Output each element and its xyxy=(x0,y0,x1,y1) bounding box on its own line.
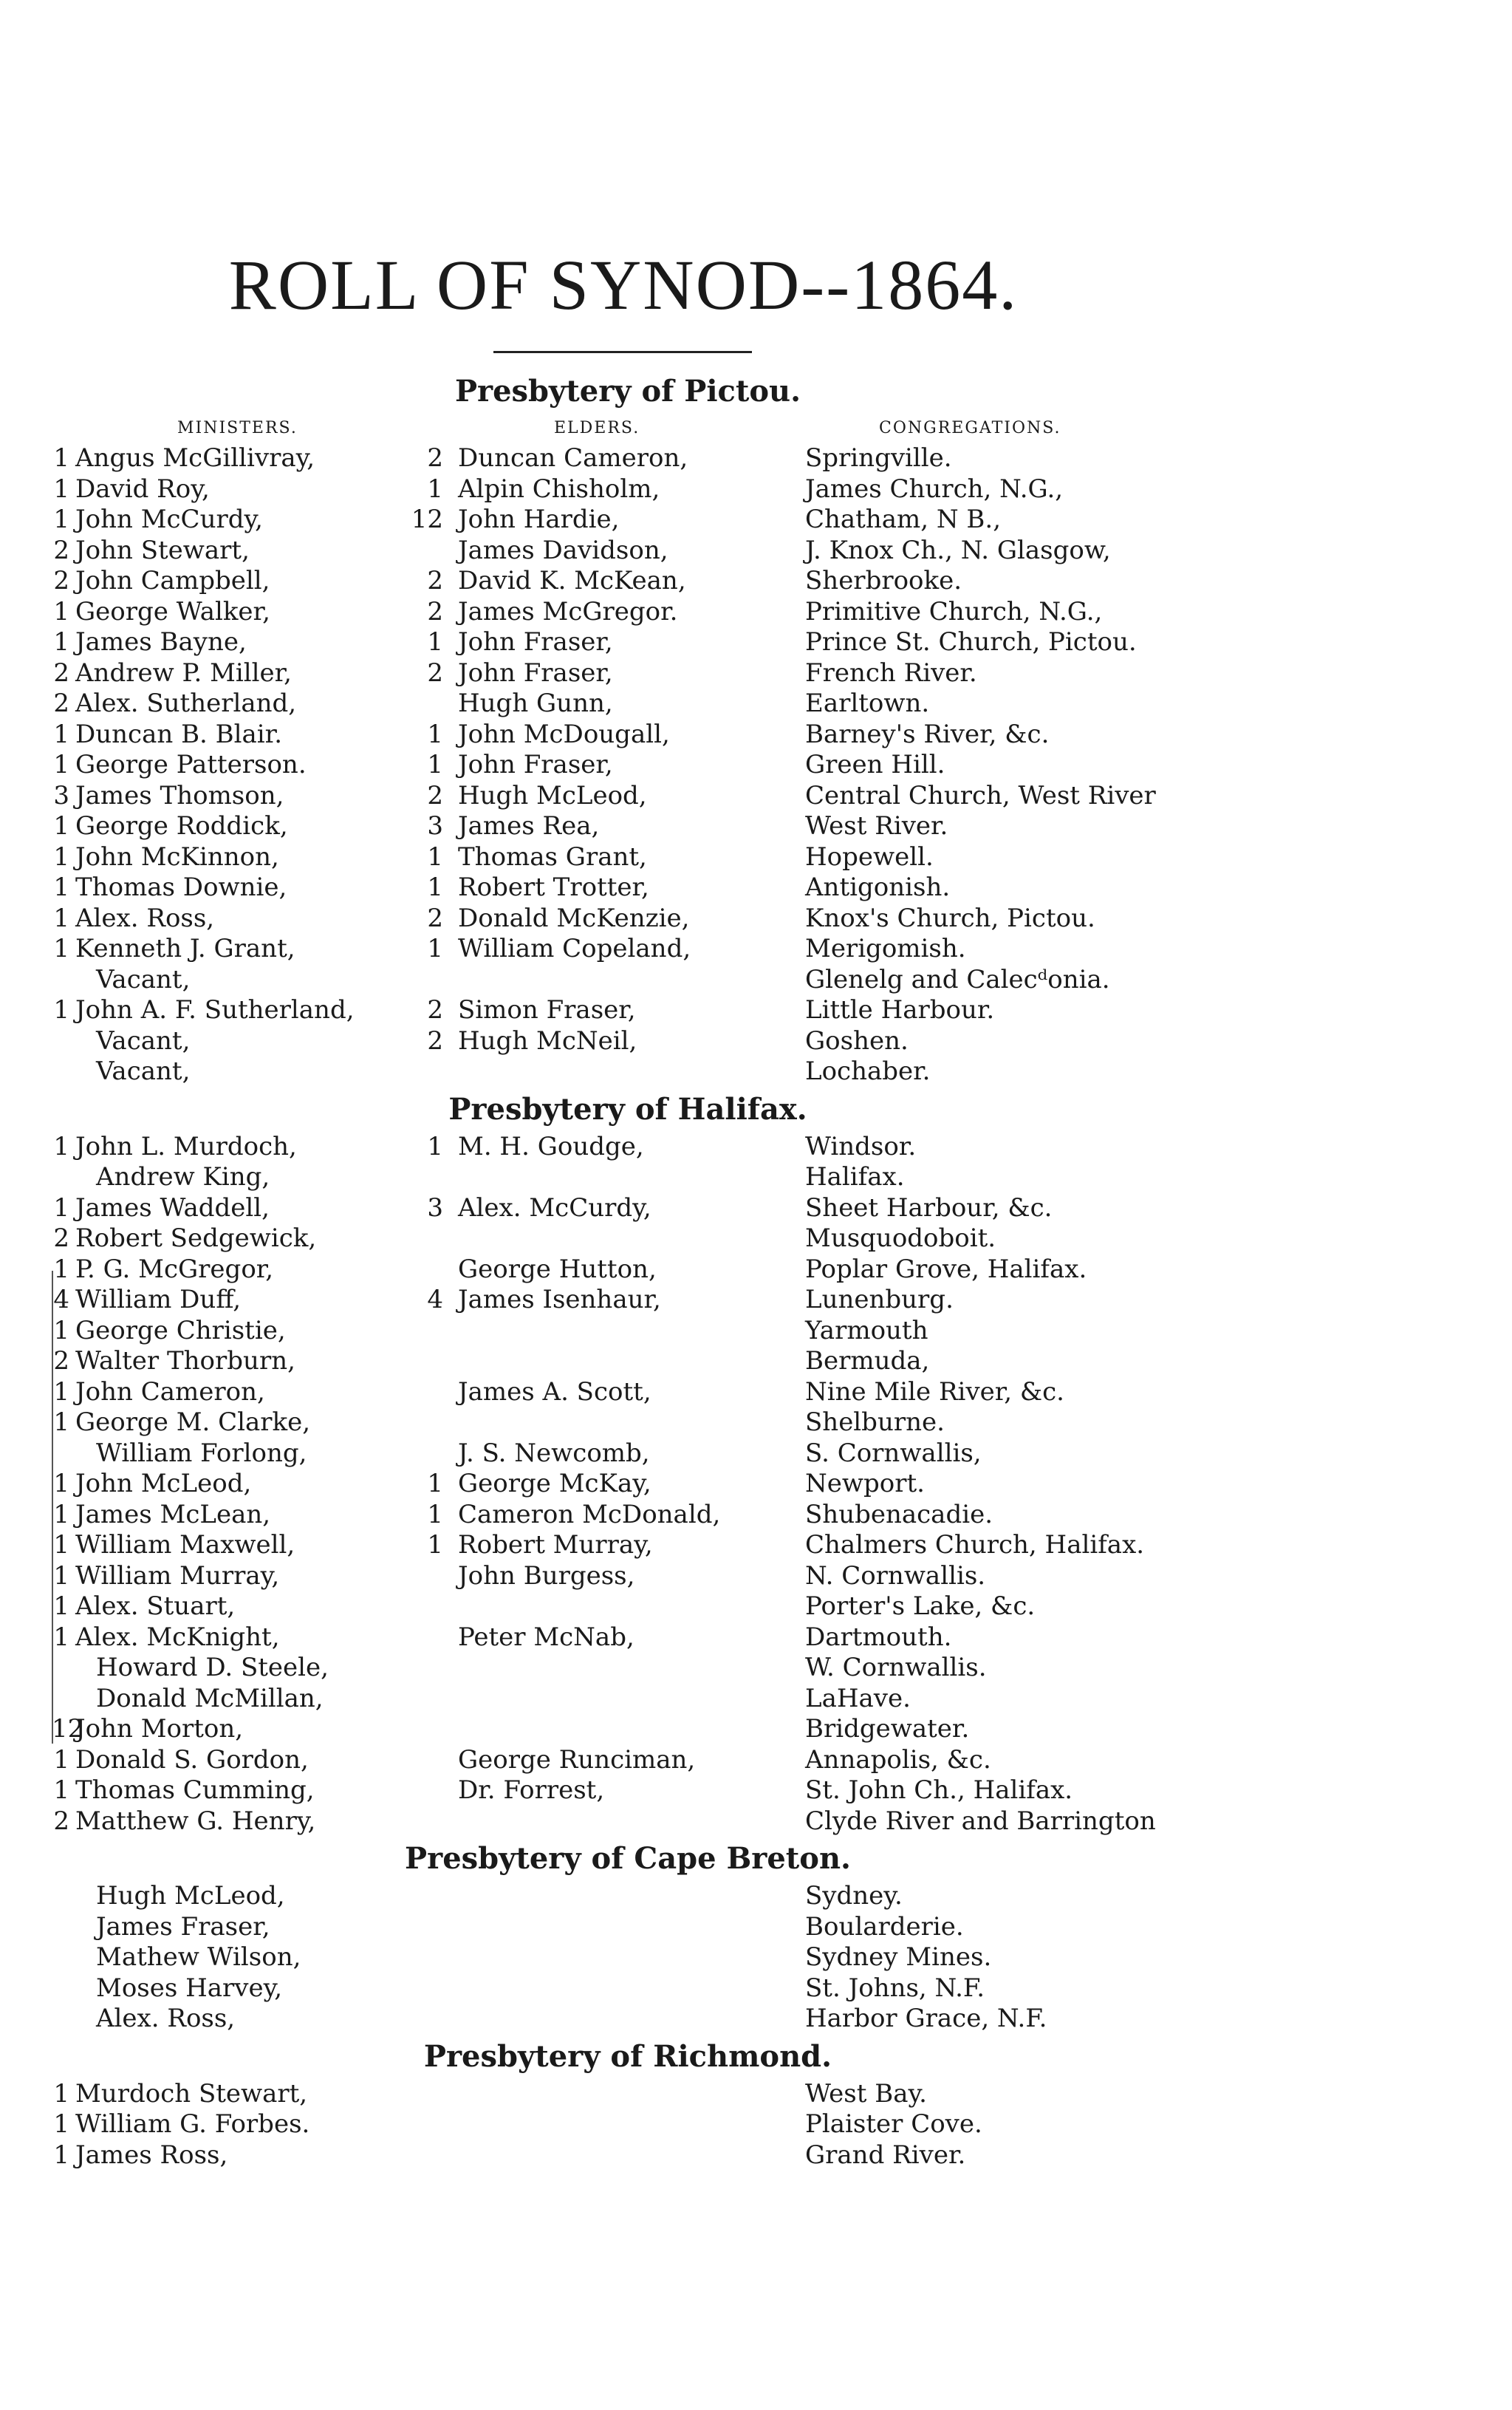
minister-number: 1 xyxy=(53,1131,69,1161)
roll-row xyxy=(52,995,1204,1026)
roll-row xyxy=(52,1438,1204,1469)
minister-number: 1 xyxy=(53,1469,69,1498)
minister-name: William G. Forbes. xyxy=(75,2109,310,2139)
congregation-name: Sydney Mines. xyxy=(805,1942,992,1972)
roll-row xyxy=(52,1745,1204,1776)
roll-row xyxy=(52,1469,1204,1500)
roll-row xyxy=(52,1255,1204,1286)
minister-number: 1 xyxy=(53,1622,69,1652)
elder-number: 2 xyxy=(427,658,443,688)
minister-number: 1 xyxy=(53,1254,69,1284)
minister-name: John McKinnon, xyxy=(75,842,279,872)
elder-number: 2 xyxy=(427,443,443,473)
minister-number: 1 xyxy=(53,811,69,841)
roll-row xyxy=(52,1912,1204,1943)
minister-name: Donald S. Gordon, xyxy=(75,1744,309,1775)
elder-number: 1 xyxy=(427,873,443,902)
congregation-name: Central Church, West River xyxy=(805,780,1156,810)
minister-number: 1 xyxy=(53,627,69,657)
minister-number: 1 xyxy=(53,2140,69,2170)
congregation-name: Plaister Cove. xyxy=(805,2109,982,2139)
elder-name: John Fraser, xyxy=(458,658,613,688)
minister-name: Murdoch Stewart, xyxy=(75,2078,308,2109)
roll-row xyxy=(52,597,1204,628)
presbytery-heading: Presbytery of Pictou. xyxy=(454,374,801,409)
minister-number: 1 xyxy=(53,1775,69,1805)
minister-name: George Christie, xyxy=(75,1315,286,1345)
presbytery-section xyxy=(52,369,1204,1088)
elder-name: James McGregor. xyxy=(458,596,678,627)
elder-name: Peter McNab, xyxy=(458,1622,634,1652)
congregation-name: Harbor Grace, N.F. xyxy=(805,2004,1047,2033)
elder-number: 1 xyxy=(427,750,443,779)
minister-name: William Forlong, xyxy=(96,1438,307,1468)
congregation-name: James Church, N.G., xyxy=(805,474,1064,504)
minister-name: Andrew King, xyxy=(96,1162,270,1192)
minister-number: 1 xyxy=(53,1407,69,1437)
ministers-header: MINISTERS. xyxy=(177,419,298,437)
minister-number: 2 xyxy=(53,689,69,718)
minister-name: James Ross, xyxy=(75,2140,228,2170)
roll-row xyxy=(52,1530,1204,1561)
elder-name: John Fraser, xyxy=(458,627,613,657)
minister-name: Donald McMillan, xyxy=(96,1683,324,1713)
elder-number: 4 xyxy=(427,1285,443,1314)
presbytery-section xyxy=(52,1837,1204,2035)
roll-row xyxy=(52,474,1204,505)
elder-number: 2 xyxy=(427,596,443,627)
elder-name: James Davidson, xyxy=(458,535,668,565)
congregation-name: Hopewell. xyxy=(805,842,934,872)
congregation-name: Yarmouth xyxy=(805,1315,928,1345)
elder-name: Donald McKenzie, xyxy=(458,903,690,933)
roll-row xyxy=(52,1714,1204,1745)
elder-name: Alpin Chisholm, xyxy=(458,474,660,504)
roll-row xyxy=(52,1056,1204,1088)
minister-name: Moses Harvey, xyxy=(96,1973,283,2003)
minister-number: 2 xyxy=(53,1346,69,1376)
congregation-name: Clyde River and Barrington xyxy=(805,1806,1156,1836)
elder-number: 2 xyxy=(427,780,443,810)
elder-name: Simon Fraser, xyxy=(458,995,636,1025)
elder-name: Hugh McNeil, xyxy=(458,1025,637,1056)
congregation-name: Dartmouth. xyxy=(805,1622,952,1652)
page-title: ROLL OF SYNOD--1864. xyxy=(228,245,1019,324)
congregation-name: Porter's Lake, &c. xyxy=(805,1591,1036,1621)
elder-number: 3 xyxy=(427,1192,443,1223)
elder-number: 1 xyxy=(427,719,443,749)
congregation-name: Green Hill. xyxy=(805,750,945,779)
congregation-name: St. Johns, N.F. xyxy=(805,1973,985,2003)
minister-name: Kenneth J. Grant, xyxy=(75,934,295,963)
minister-name: Alex. Ross, xyxy=(75,903,215,933)
column-headers xyxy=(52,414,1204,443)
congregation-name: Barney's River, &c. xyxy=(805,719,1050,749)
minister-name: Thomas Downie, xyxy=(75,873,287,902)
elder-name: George Runciman, xyxy=(458,1744,696,1775)
minister-number: 3 xyxy=(53,780,69,810)
elder-name: J. S. Newcomb, xyxy=(458,1438,650,1468)
congregation-name: West River. xyxy=(805,811,948,841)
minister-name: Duncan B. Blair. xyxy=(75,719,283,749)
minister-number: 2 xyxy=(53,1223,69,1253)
elder-number: 1 xyxy=(427,1530,443,1560)
minister-number: 1 xyxy=(53,505,69,534)
minister-name: Vacant, xyxy=(96,1056,191,1086)
elder-number: 2 xyxy=(427,1025,443,1056)
minister-name: Walter Thorburn, xyxy=(75,1346,295,1376)
minister-name: Alex. McKnight, xyxy=(75,1622,280,1652)
elder-name: John Burgess, xyxy=(458,1560,635,1591)
congregation-name: French River. xyxy=(805,658,977,688)
roll-row xyxy=(52,1193,1204,1224)
congregation-name: Knox's Church, Pictou. xyxy=(805,903,1095,933)
roll-row xyxy=(52,1407,1204,1438)
elder-name: John Fraser, xyxy=(458,750,613,779)
roll-row xyxy=(52,1775,1204,1806)
minister-number: 4 xyxy=(53,1285,69,1314)
elder-name: Hugh Gunn, xyxy=(458,689,613,718)
elder-number: 3 xyxy=(427,811,443,841)
minister-number: 1 xyxy=(53,719,69,749)
roll-row xyxy=(52,627,1204,658)
minister-name: John L. Murdoch, xyxy=(75,1131,297,1161)
elder-name: William Copeland, xyxy=(458,934,691,963)
minister-number: 1 xyxy=(53,443,69,473)
minister-name: Andrew P. Miller, xyxy=(75,658,292,688)
congregation-name: Lunenburg. xyxy=(805,1285,954,1314)
congregation-name: Lochaber. xyxy=(805,1056,931,1086)
minister-name: Alex. Sutherland, xyxy=(75,689,297,718)
roll-row xyxy=(52,1223,1204,1255)
roll-row xyxy=(52,1285,1204,1316)
minister-name: Matthew G. Henry, xyxy=(75,1806,316,1836)
minister-number: 2 xyxy=(53,566,69,595)
roll-row xyxy=(52,1377,1204,1408)
minister-name: Thomas Cumming, xyxy=(75,1775,315,1805)
elder-number: 2 xyxy=(427,903,443,933)
minister-name: Alex. Stuart, xyxy=(75,1591,236,1621)
roll-row xyxy=(52,934,1204,965)
synod-roll xyxy=(52,369,1204,2171)
minister-name: William Murray, xyxy=(75,1560,280,1591)
elder-name: M. H. Goudge, xyxy=(458,1131,644,1161)
minister-name: Hugh McLeod, xyxy=(96,1881,285,1911)
elder-name: Robert Murray, xyxy=(458,1530,653,1560)
minister-number: 1 xyxy=(53,1499,69,1529)
elder-name: Dr. Forrest, xyxy=(458,1775,605,1805)
minister-name: John Stewart, xyxy=(75,535,250,565)
minister-name: George Patterson. xyxy=(75,750,307,779)
congregation-name: LaHave. xyxy=(805,1683,911,1713)
minister-number: 1 xyxy=(53,1315,69,1345)
congregation-name: Musquodoboit. xyxy=(805,1223,996,1253)
elder-number: 1 xyxy=(427,1469,443,1498)
minister-number: 2 xyxy=(53,535,69,565)
roll-row xyxy=(52,658,1204,689)
minister-number: 1 xyxy=(53,1192,69,1223)
congregation-name: Newport. xyxy=(805,1469,925,1498)
elders-header: ELDERS. xyxy=(554,419,640,437)
congregation-name: Boularderie. xyxy=(805,1911,964,1942)
elder-name: Hugh McLeod, xyxy=(458,780,647,810)
congregation-name: Bermuda, xyxy=(805,1346,930,1376)
roll-row xyxy=(52,1622,1204,1653)
minister-name: Alex. Ross, xyxy=(96,2004,236,2033)
congregation-name: Earltown. xyxy=(805,689,930,718)
minister-name: James Fraser, xyxy=(96,1911,270,1942)
congregation-name: S. Cornwallis, xyxy=(805,1438,982,1468)
roll-row xyxy=(52,873,1204,904)
roll-row xyxy=(52,1500,1204,1531)
congregation-name: Nine Mile River, &c. xyxy=(805,1376,1064,1407)
roll-row xyxy=(52,1942,1204,1973)
congregation-name: Grand River. xyxy=(805,2140,966,2170)
minister-number: 1 xyxy=(53,2078,69,2109)
minister-name: John A. F. Sutherland, xyxy=(75,995,355,1025)
minister-name: Mathew Wilson, xyxy=(96,1942,301,1972)
roll-row xyxy=(52,720,1204,751)
minister-number: 1 xyxy=(53,750,69,779)
roll-row xyxy=(52,536,1204,567)
roll-row xyxy=(52,1561,1204,1592)
elder-name: Alex. McCurdy, xyxy=(458,1192,651,1223)
minister-number: 1 xyxy=(53,903,69,933)
congregation-name: Windsor. xyxy=(805,1131,917,1161)
roll-row xyxy=(52,566,1204,597)
minister-name: James Waddell, xyxy=(75,1192,270,1223)
minister-number: 1 xyxy=(53,873,69,902)
minister-name: Vacant, xyxy=(96,964,191,994)
congregations-header: CONGREGATIONS. xyxy=(879,419,1061,437)
elder-name: John Hardie, xyxy=(458,505,620,534)
minister-name: John McCurdy, xyxy=(75,505,263,534)
roll-row xyxy=(52,781,1204,812)
elder-name: George McKay, xyxy=(458,1469,651,1498)
roll-row xyxy=(52,1162,1204,1193)
congregation-name: Little Harbour. xyxy=(805,995,995,1025)
roll-row xyxy=(52,750,1204,781)
roll-row xyxy=(52,1591,1204,1622)
congregation-name: Antigonish. xyxy=(805,873,951,902)
minister-name: P. G. McGregor, xyxy=(75,1254,274,1284)
minister-name: George Walker, xyxy=(75,596,270,627)
elder-number: 1 xyxy=(427,1131,443,1161)
congregation-name: St. John Ch., Halifax. xyxy=(805,1775,1073,1805)
congregation-name: Shubenacadie. xyxy=(805,1499,993,1529)
congregation-name: Sydney. xyxy=(805,1881,903,1911)
roll-row xyxy=(52,2109,1204,2140)
roll-row xyxy=(52,1973,1204,2004)
congregation-name: J. Knox Ch., N. Glasgow, xyxy=(805,535,1111,565)
minister-number: 1 xyxy=(53,474,69,504)
congregation-name: Primitive Church, N.G., xyxy=(805,596,1103,627)
congregation-name: Shelburne. xyxy=(805,1407,945,1437)
congregation-name: Chatham, N B., xyxy=(805,505,1002,534)
minister-name: Robert Sedgewick, xyxy=(75,1223,317,1253)
roll-row xyxy=(52,811,1204,842)
roll-row xyxy=(52,1316,1204,1347)
presbytery-heading: Presbytery of Cape Breton. xyxy=(405,1841,851,1876)
congregation-name: W. Cornwallis. xyxy=(805,1653,987,1682)
minister-name: Angus McGillivray, xyxy=(75,443,315,473)
minister-number: 12 xyxy=(52,1714,84,1744)
roll-row xyxy=(52,505,1204,536)
elder-name: George Hutton, xyxy=(458,1254,657,1284)
title-rule xyxy=(493,351,752,353)
minister-number: 1 xyxy=(53,934,69,963)
minister-name: John Morton, xyxy=(75,1714,244,1744)
elder-number: 1 xyxy=(427,934,443,963)
minister-number: 1 xyxy=(53,842,69,872)
congregation-name: Bridgewater. xyxy=(805,1714,970,1744)
roll-row xyxy=(52,443,1204,474)
elder-name: David K. McKean, xyxy=(458,566,686,595)
elder-number: 1 xyxy=(427,842,443,872)
minister-name: John McLeod, xyxy=(75,1469,252,1498)
minister-number: 2 xyxy=(53,1806,69,1836)
roll-row xyxy=(52,2079,1204,2110)
congregation-name: Goshen. xyxy=(805,1025,909,1056)
elder-name: James Isenhaur, xyxy=(458,1285,661,1314)
elder-name: Cameron McDonald, xyxy=(458,1499,721,1529)
minister-number: 1 xyxy=(53,1744,69,1775)
minister-number: 1 xyxy=(53,1591,69,1621)
minister-name: John Campbell, xyxy=(75,566,270,595)
roll-row xyxy=(52,1684,1204,1715)
minister-name: William Maxwell, xyxy=(75,1530,295,1560)
minister-number: 2 xyxy=(53,658,69,688)
elder-number: 12 xyxy=(411,505,443,534)
minister-name: James Thomson, xyxy=(75,780,284,810)
minister-name: James McLean, xyxy=(75,1499,271,1529)
roll-row xyxy=(52,1346,1204,1377)
elder-number: 2 xyxy=(427,566,443,595)
minister-name: James Bayne, xyxy=(75,627,247,657)
minister-number: 1 xyxy=(53,1530,69,1560)
roll-row xyxy=(52,904,1204,935)
minister-number: 1 xyxy=(53,1376,69,1407)
congregation-name: Prince St. Church, Pictou. xyxy=(805,627,1137,657)
elder-number: 1 xyxy=(427,1499,443,1529)
minister-number: 1 xyxy=(53,995,69,1025)
elder-name: Duncan Cameron, xyxy=(458,443,688,473)
roll-row xyxy=(52,689,1204,720)
elder-name: Thomas Grant, xyxy=(458,842,647,872)
roll-row xyxy=(52,965,1204,996)
minister-name: William Duff, xyxy=(75,1285,242,1314)
elder-number: 1 xyxy=(427,627,443,657)
minister-number: 1 xyxy=(53,596,69,627)
roll-row xyxy=(52,1881,1204,1912)
congregation-name: West Bay. xyxy=(805,2078,927,2109)
presbytery-heading: Presbytery of Richmond. xyxy=(423,2038,832,2074)
roll-row xyxy=(52,1026,1204,1057)
elder-number: 1 xyxy=(427,474,443,504)
roll-row xyxy=(52,2140,1204,2171)
congregation-name: Sherbrooke. xyxy=(805,566,962,595)
minister-number: 1 xyxy=(53,1560,69,1591)
minister-name: George Roddick, xyxy=(75,811,288,841)
elder-name: James A. Scott, xyxy=(458,1376,651,1407)
congregation-name: N. Cornwallis. xyxy=(805,1560,986,1591)
congregation-name: Halifax. xyxy=(805,1162,905,1192)
congregation-name: Annapolis, &c. xyxy=(805,1744,991,1775)
roll-row xyxy=(52,842,1204,873)
minister-name: John Cameron, xyxy=(75,1376,265,1407)
roll-row xyxy=(52,2004,1204,2035)
minister-name: David Roy, xyxy=(75,474,210,504)
congregation-name: Glenelg and Calecᵈonia. xyxy=(805,964,1110,994)
minister-name: Vacant, xyxy=(96,1025,191,1056)
congregation-name: Chalmers Church, Halifax. xyxy=(805,1530,1145,1560)
elder-name: John McDougall, xyxy=(458,719,670,749)
congregation-name: Springville. xyxy=(805,443,952,473)
presbytery-section xyxy=(52,1088,1204,1837)
minister-name: Howard D. Steele, xyxy=(96,1653,329,1682)
congregation-name: Poplar Grove, Halifax. xyxy=(805,1254,1087,1284)
roll-row xyxy=(52,1132,1204,1163)
congregation-name: Sheet Harbour, &c. xyxy=(805,1192,1053,1223)
elder-name: James Rea, xyxy=(458,811,600,841)
minister-number: 1 xyxy=(53,2109,69,2139)
roll-row xyxy=(52,1806,1204,1837)
roll-row xyxy=(52,1653,1204,1684)
minister-name: George M. Clarke, xyxy=(75,1407,311,1437)
elder-number: 2 xyxy=(427,995,443,1025)
elder-name: Robert Trotter, xyxy=(458,873,649,902)
presbytery-heading: Presbytery of Halifax. xyxy=(448,1091,807,1127)
congregation-name: Merigomish. xyxy=(805,934,966,963)
presbytery-section xyxy=(52,2035,1204,2171)
